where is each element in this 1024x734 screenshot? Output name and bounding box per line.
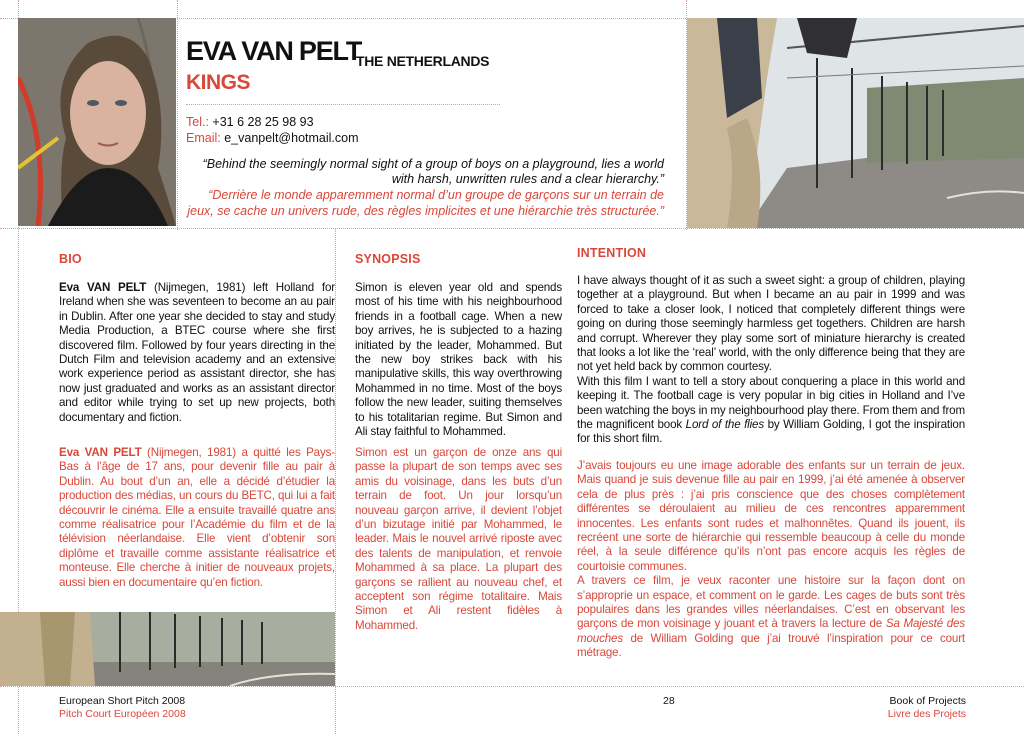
film-title: KINGS bbox=[186, 71, 251, 94]
phone-value: +31 6 28 25 98 93 bbox=[212, 115, 314, 129]
footer-book-english: Book of Projects bbox=[889, 695, 966, 707]
director-country: THE NETHERLANDS bbox=[356, 53, 490, 69]
synopsis-french: Simon est un garçon de onze ans qui passe la plupart de son temps avec ses amis du voisinage, dans les buts d’un terrain de foot. Un jour lorsqu’un nouveau garçon arrive, il devient l’objet d’un bizutage initié par Mohammed, le leader. Mais le nouvel arrivé riposte avec des talents de manipulation, et renvoie Mohammed à sa place. La plupart des garçons se rallient au nouveau chef, et acceptent son régime totalitaire. Mais Simon et Ali restent fidèles à Mohammed. bbox=[355, 446, 562, 632]
column-rule bbox=[335, 228, 336, 734]
page-number: 28 bbox=[663, 695, 675, 707]
email-label: Email: bbox=[186, 131, 221, 145]
playground-fence-photo bbox=[0, 612, 335, 686]
intention-french-p1: J’avais toujours eu une image adorable des enfants sur un terrain de jeux. Mais quand je suis devenue fille au pair en 1999, j’ai été amenée à observer cela de plus près : j’ai pris conscience que des choses complètement différentes se déroulaient au milieu de ces rencontres apparemment innocentes. Les enfants sont rudes et malhonnêtes. Quand ils jouent, ils recréent une sorte de hiérarchie qui ressemble beaucoup à celle du monde réel, à la seule différence qu’ils n’ont pas encore acquis les règles de courtoisie communes. bbox=[577, 459, 965, 573]
logline-french: “Derrière le monde apparemment normal d’un groupe de garçons sur un terrain de jeux, se cache un univers rude, des règles implicites et une hiérarchie très structurée.” bbox=[187, 188, 664, 218]
intention-french-book: Sa Majesté des mouches bbox=[577, 617, 966, 645]
intention-english-p1: I have always thought of it as such a sweet sight: a group of children, playing together at a playground. But when I became an au pair in 1999 and was forced to take a closer look, I noticed that completely different things were going on during those seemingly harmless get togethers. Children are harsh and corrupt. Wherever they play some sort of miniature hierarchy is created that looks a lot like the ‘real’ world, with the only difference being that they are not yet held back by common courtesy. bbox=[577, 274, 965, 374]
bio-english-name: Eva VAN PELT bbox=[59, 281, 147, 294]
logline-english: “Behind the seemingly normal sight of a group of boys on a playground, lies a world with harsh, unwritten rules and a clear hierarchy.” bbox=[202, 157, 664, 186]
phone-line bbox=[186, 115, 314, 129]
football-cage-photo bbox=[687, 18, 1024, 228]
footer-rule bbox=[0, 686, 1024, 687]
email-value[interactable]: e_vanpelt@hotmail.com bbox=[224, 131, 359, 145]
intention-french bbox=[577, 459, 965, 661]
bio-french-name: Eva VAN PELT bbox=[59, 446, 142, 459]
intention-french-p2a: A travers ce film, je veux raconter une histoire sur la façon dont on s’approprie un espace, et comment on le garde. Les cages de buts sont très populaires dans les grandes villes néerlandaises. C’est en observant les garçons de mon voisinage y jouant et à travers la lecture de bbox=[577, 574, 965, 631]
synopsis-heading: SYNOPSIS bbox=[355, 252, 421, 266]
contact-divider bbox=[186, 104, 500, 105]
director-portrait-photo bbox=[18, 18, 176, 226]
intention-english-p2b: by William Golding, I got the inspiration for this short film. bbox=[577, 418, 965, 446]
intention-heading: INTENTION bbox=[577, 246, 647, 260]
footer-right bbox=[860, 695, 966, 721]
bio-english-text: (Nijmegen, 1981) left Holland for Ireland when she was seventeen to become an au pair in Dublin. After one year she decided to stay and study Media Production, a BTEC course where she first discovered film. Followed by four years directing in the Dutch Film and television academy and an extensive work experience period as assistant director, she has now just graduated and works as an assistant director and editor while trying to set up new projects, both documentary and fiction. bbox=[59, 281, 335, 424]
phone-label: Tel.: bbox=[186, 115, 209, 129]
bio-english bbox=[59, 281, 335, 425]
portrait-right-rule bbox=[177, 0, 178, 230]
intention-english bbox=[577, 274, 965, 447]
director-name: EVA VAN PELT bbox=[186, 36, 362, 66]
intention-english-p2a: With this film I want to tell a story about conquering a place in this world and keeping it. The football cage is very popular in big cities in Holland and I’ve been watching the boys in my neighbourhood play there. From them and from the magnificent book bbox=[577, 374, 965, 432]
footer-event-english: European Short Pitch 2008 bbox=[59, 695, 186, 707]
bio-french bbox=[59, 446, 335, 590]
footer-left bbox=[59, 695, 186, 721]
header-bottom-rule bbox=[0, 228, 1024, 229]
bio-french-text: (Nijmegen, 1981) a quitté les Pays-Bas à l’âge de 17 ans, pour devenir fille au pair à Dublin. Au bout d’un an, elle a décidé d’étudier la production des médias, un cours du BETC, qui lui a fait découvrir le cinéma. Elle a ensuite travaillé quatre ans comme réalisatrice pour l’Académie du film et de la télévision néerlandaise. Elle vient d’obtenir son diplôme et travaille comme assistante réalisatrice et monteuse. Elle cherche à initier de nouveaux projets, aussi bien en documentaire qu’en fiction. bbox=[59, 446, 335, 589]
bio-heading: BIO bbox=[59, 252, 82, 266]
footer-event-french: Pitch Court Européen 2008 bbox=[59, 708, 186, 720]
email-line bbox=[186, 131, 359, 145]
intention-english-book: Lord of the flies bbox=[685, 418, 764, 432]
footer-book-french: Livre des Projets bbox=[887, 708, 966, 720]
synopsis-english: Simon is eleven year old and spends most of his time with his neighbourhood friends in a football cage. When a new boy arrives, he is subjected to a hazing initiated by the leader, Mohammed. But the new boy strikes back with his manipulative skills, this way overthrowing Mohammed in no time. Most of the boys follow the new leader, suiting themselves to his totalitarian regime. But Simon and Ali stay faithful to Mohammed. bbox=[355, 281, 562, 439]
intention-french-p2b: de William Golding que j’ai trouvé l’inspiration pour ce court métrage. bbox=[577, 631, 965, 660]
